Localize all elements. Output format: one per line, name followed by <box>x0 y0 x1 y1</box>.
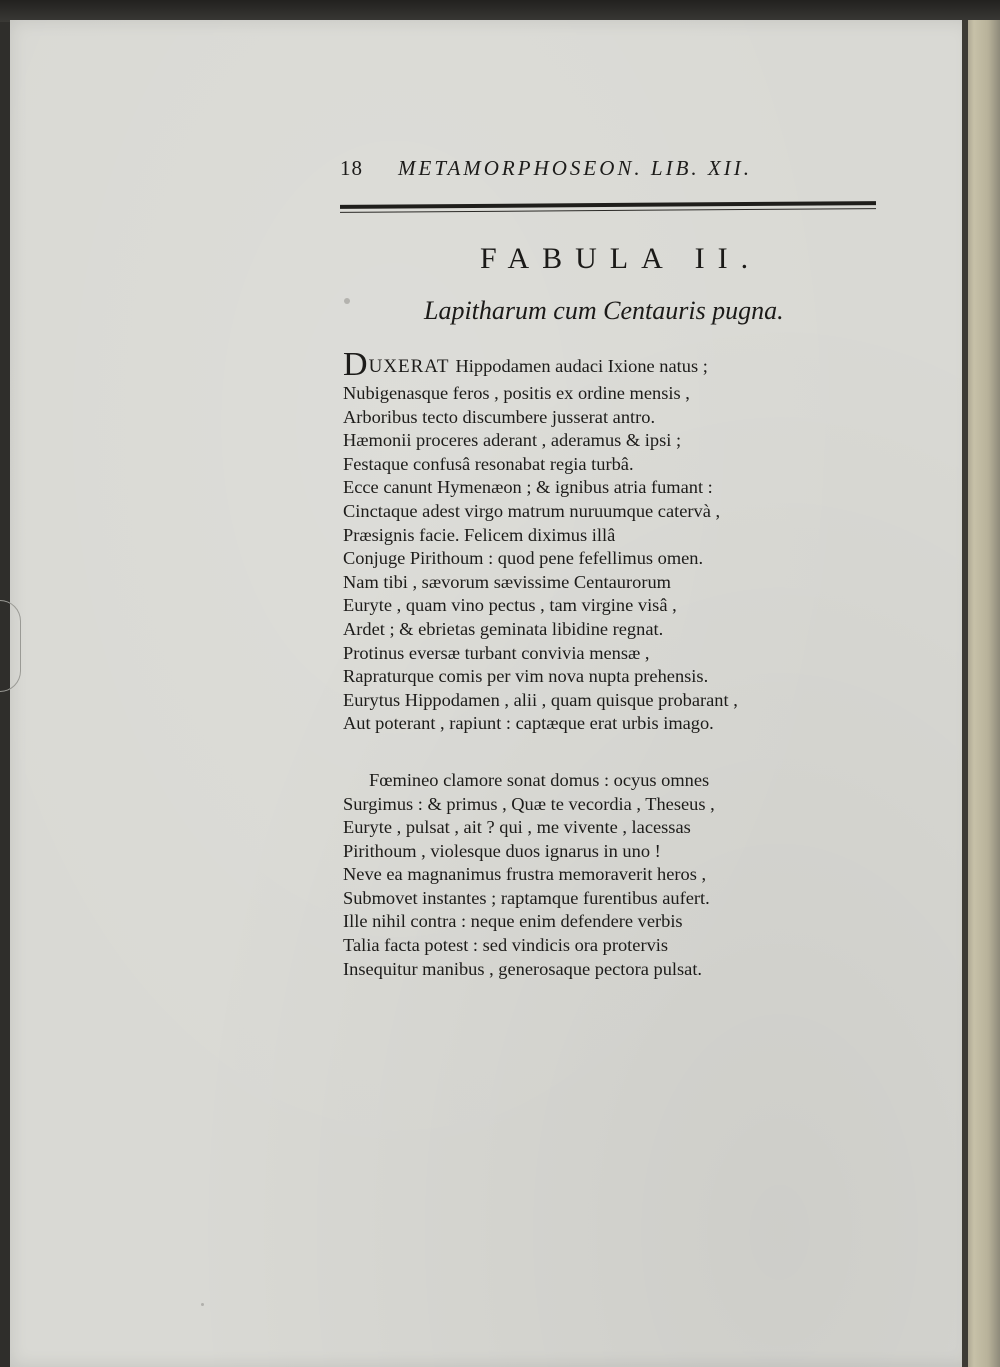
verse-line: Rapraturque comis per vim nova nupta prehensis. <box>343 666 709 687</box>
verse-line: Surgimus : & primus , Quæ te vecordia , Theseus , <box>343 793 715 814</box>
verse-line: Eurytus Hippodamen , alii , quam quisque probarant , <box>343 689 738 710</box>
verse-line: Euryte , quam vino pectus , tam virgine visâ , <box>343 595 677 616</box>
fable-subtitle: Lapitharum cum Centauris pugna. <box>424 296 784 325</box>
drop-cap: D <box>343 346 368 383</box>
verse-line: Cinctaque adest virgo matrum nuruumque catervà , <box>343 500 721 521</box>
verse-line: Nubigenasque feros , positis ex ordine mensis , <box>343 383 690 403</box>
stanza-break <box>343 736 823 769</box>
verse-line: Præsignis facie. Felicem diximus illâ <box>343 524 616 545</box>
page-number: 18 <box>340 156 363 180</box>
verse-line: Submovet instantes ; raptamque furentibus aufert. <box>343 887 710 908</box>
opening-small-caps: UXERAT <box>368 356 450 377</box>
ink-speck <box>201 1303 204 1306</box>
verse-line: Ardet ; & ebrietas geminata libidine regnat. <box>343 618 664 639</box>
verse-line: Conjuge Pirithoum : quod pene fefellimus omen. <box>343 548 704 569</box>
verse-line: Ecce canunt Hymenæon ; & ignibus atria fumant : <box>343 477 713 498</box>
verse-line: Nam tibi , sævorum sævissime Centaurorum <box>343 571 671 592</box>
verse-line: Insequitur manibus , generosaque pectora pulsat. <box>343 958 703 979</box>
running-header <box>340 156 880 196</box>
fable-title: FABULA II. <box>480 242 762 275</box>
verse-line: Talia facta potest : sed vindicis ora protervis <box>343 935 669 956</box>
verse-line: Aut poterant , rapiunt : captæque erat urbis imago. <box>343 713 714 734</box>
verse-text <box>343 348 823 981</box>
verse-line: Neve ea magnanimus frustra memoraverit heros , <box>343 864 707 885</box>
scanner-top-shadow <box>0 0 1000 22</box>
page-edge-notch <box>0 600 21 692</box>
stanza-2 <box>343 769 823 981</box>
verse-line: Protinus eversæ turbant convivia mensæ , <box>343 642 650 663</box>
gutter-shadow <box>962 20 968 1367</box>
opening-verse <box>343 348 823 382</box>
opening-rest: Hippodamen audaci Ixione natus ; <box>455 356 708 376</box>
running-title: METAMORPHOSEON. LIB. XII. <box>398 156 752 180</box>
verse-line: Festaque confusâ resonabat regia turbâ. <box>343 453 634 474</box>
stanza-1 <box>343 382 823 736</box>
verse-line: Fœmineo clamore sonat domus : ocyus omnes <box>369 769 710 790</box>
verse-line: Arboribus tecto discumbere jusserat antro. <box>343 406 656 427</box>
verse-line: Pirithoum , violesque duos ignarus in uno ! <box>343 840 661 861</box>
verse-line: Euryte , pulsat , ait ? qui , me vivente , lacessas <box>343 817 691 838</box>
verse-line: Hæmonii proceres aderant , aderamus & ipsi ; <box>343 430 682 451</box>
ink-speck <box>344 298 350 304</box>
verse-line: Ille nihil contra : neque enim defendere verbis <box>343 911 683 932</box>
